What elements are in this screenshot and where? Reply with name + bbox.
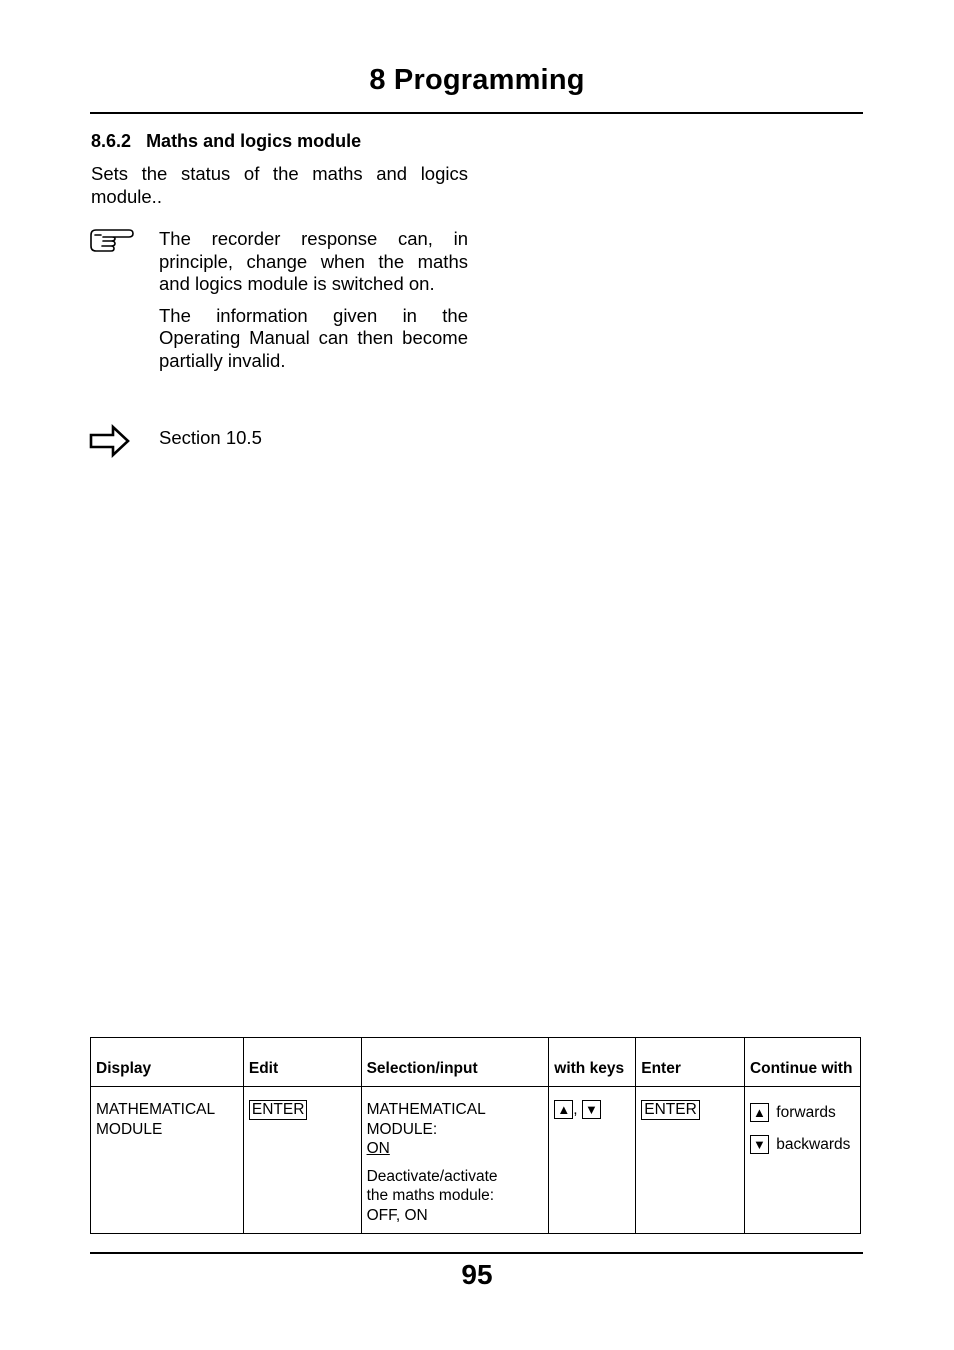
keys-separator: , — [573, 1101, 578, 1118]
selection-line-1: MATHEMATICAL — [366, 1101, 486, 1118]
down-arrow-key-icon[interactable]: ▼ — [750, 1135, 769, 1154]
table-row — [91, 1087, 861, 1234]
enter-key-edit[interactable]: ENTER — [249, 1100, 308, 1120]
intro-text: Sets the status of the maths and logics module.. — [91, 163, 468, 207]
selection-desc-line-3: OFF, ON — [366, 1206, 428, 1224]
note-paragraph-1: The recorder response can, in principle, change when the maths and logics module is switched on. — [159, 228, 468, 294]
up-arrow-key-icon[interactable]: ▲ — [750, 1103, 769, 1122]
display-line-1: MATHEMATICAL — [96, 1101, 216, 1118]
forwards-label: forwards — [776, 1104, 836, 1121]
note-paragraph-2: The information given in the Operating Manual can then become partially invalid. — [159, 304, 468, 371]
header-rule — [90, 112, 863, 114]
header-edit: Edit — [243, 1038, 361, 1087]
note-text — [159, 228, 468, 381]
continue-backwards — [750, 1135, 856, 1155]
selection-desc-line-2: the maths module: — [366, 1187, 495, 1204]
header-continue: Continue with — [744, 1038, 860, 1087]
cell-display — [91, 1087, 244, 1234]
header-enter: Enter — [636, 1038, 745, 1087]
selection-description — [367, 1167, 545, 1226]
header-selection: Selection/input — [361, 1038, 549, 1087]
down-arrow-key-icon[interactable]: ▼ — [582, 1100, 601, 1119]
chapter-title: 8 Programming — [369, 64, 585, 96]
section-heading — [91, 131, 361, 152]
section-number: 8.6.2 — [91, 131, 132, 151]
backwards-label: backwards — [776, 1135, 851, 1153]
section-title: Maths and logics module — [146, 131, 362, 151]
table-header-row — [91, 1038, 861, 1087]
display-line-2: MODULE — [96, 1120, 163, 1138]
pointing-hand-icon — [89, 226, 135, 254]
selection-desc-line-1: Deactivate/activate — [366, 1167, 498, 1185]
up-arrow-key-icon[interactable]: ▲ — [554, 1100, 573, 1119]
cell-selection — [361, 1087, 549, 1234]
cell-edit — [243, 1087, 361, 1234]
footer-rule — [90, 1252, 863, 1254]
header-display: Display — [91, 1038, 244, 1087]
cell-enter — [636, 1087, 745, 1234]
selection-line-2: MODULE: — [366, 1120, 438, 1138]
header-keys: with keys — [549, 1038, 636, 1087]
reference-link[interactable]: Section 10.5 — [159, 427, 262, 448]
enter-key-confirm[interactable]: ENTER — [641, 1100, 700, 1120]
arrow-right-icon — [89, 424, 131, 458]
cell-keys — [549, 1087, 636, 1234]
cell-continue — [744, 1087, 860, 1234]
continue-forwards — [750, 1103, 856, 1123]
selection-value: ON — [366, 1140, 390, 1157]
programming-table — [90, 1037, 861, 1234]
page-number: 95 — [461, 1259, 493, 1290]
